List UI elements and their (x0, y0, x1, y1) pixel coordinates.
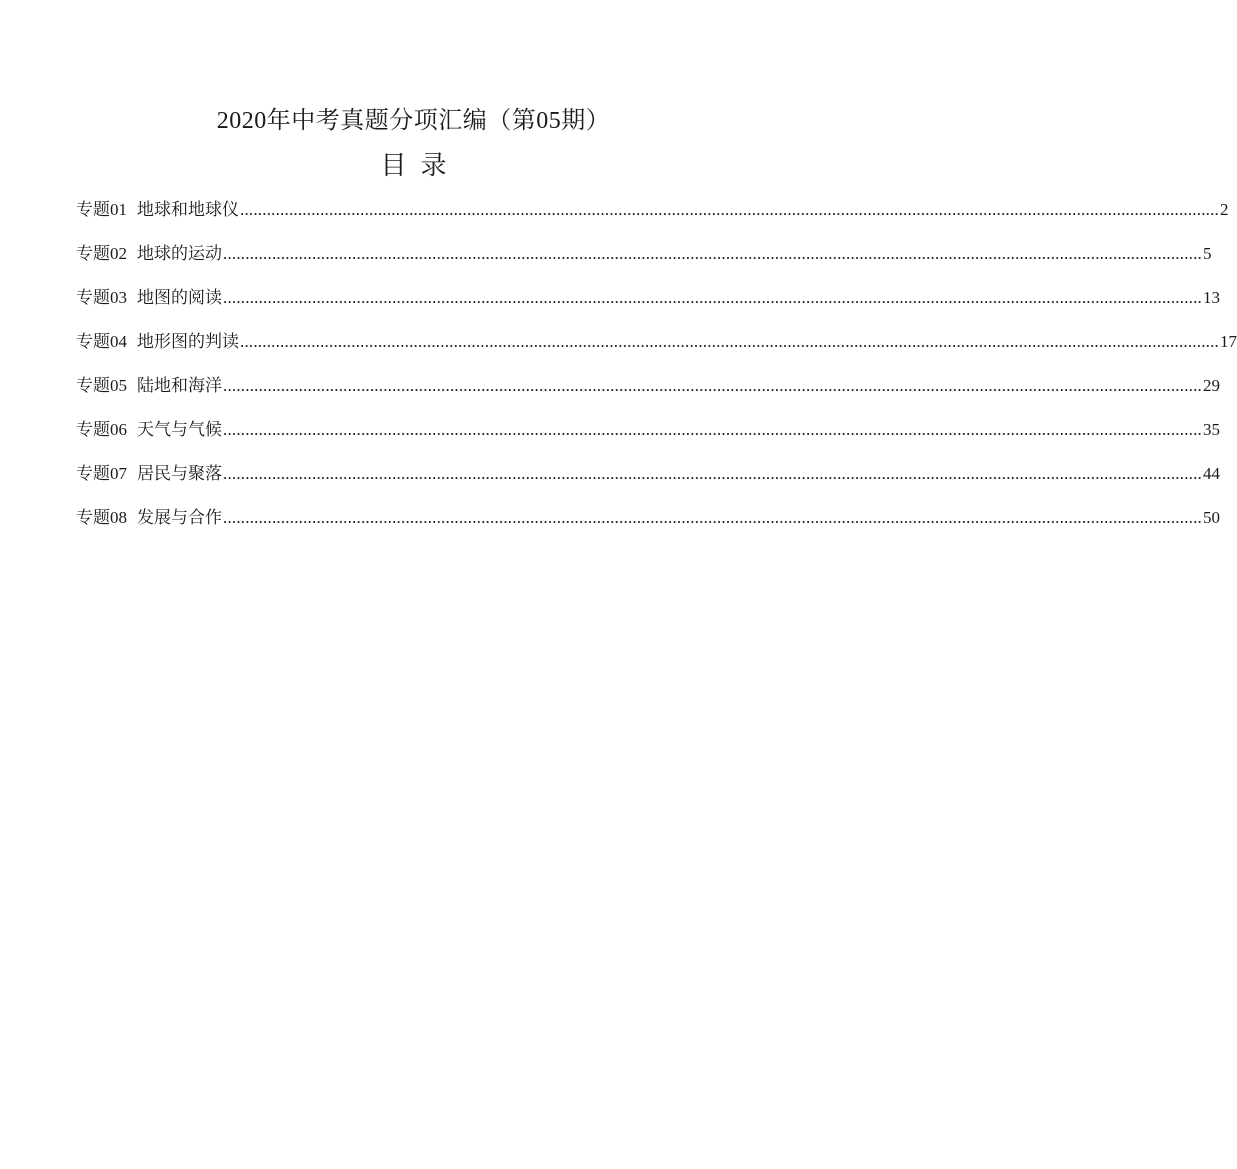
toc-entry-title: 天气与气候 (137, 420, 222, 439)
toc-dot-leader: ............................................................................................................................................................................................................................ (240, 332, 1219, 351)
toc-heading (0, 148, 827, 184)
toc-heading-char: 目 (380, 151, 407, 181)
toc-entry-title: 地图的阅读 (137, 288, 222, 307)
toc-heading-char: 录 (420, 151, 447, 181)
toc-entry-number: 专题07 (76, 464, 127, 483)
toc-entry[interactable] (76, 416, 1220, 460)
toc-entry[interactable] (76, 196, 1229, 240)
toc-entry-page: 44 (1203, 464, 1220, 483)
toc-entry-number: 专题04 (76, 332, 127, 351)
toc-entry-page: 17 (1220, 332, 1237, 351)
toc-entry[interactable] (76, 504, 1220, 548)
toc-dot-leader: ............................................................................................................................................................................................................................ (223, 420, 1202, 439)
toc-entry[interactable] (76, 328, 1237, 372)
toc-entry-title: 发展与合作 (137, 508, 222, 527)
toc-entry-title: 地球的运动 (137, 244, 222, 263)
toc-entry-page: 2 (1220, 200, 1229, 219)
toc-dot-leader: ............................................................................................................................................................................................................................ (240, 200, 1219, 219)
toc-dot-leader: ............................................................................................................................................................................................................................ (223, 464, 1202, 483)
toc-entry-title: 地形图的判读 (137, 332, 239, 351)
toc-dot-leader: ............................................................................................................................................................................................................................ (223, 288, 1202, 307)
toc-entry-number: 专题05 (76, 376, 127, 395)
toc-entry-number: 专题06 (76, 420, 127, 439)
toc-dot-leader: ............................................................................................................................................................................................................................ (223, 508, 1202, 527)
document-title: 2020年中考真题分项汇编（第05期） (216, 108, 611, 134)
toc-entry-page: 5 (1203, 244, 1212, 263)
toc-dot-leader: ............................................................................................................................................................................................................................ (223, 376, 1202, 395)
toc-entry[interactable] (76, 240, 1212, 284)
toc-entry-page: 35 (1203, 420, 1220, 439)
toc-entry-number: 专题02 (76, 244, 127, 263)
toc-entry-title: 陆地和海洋 (137, 376, 222, 395)
toc-entry-number: 专题01 (76, 200, 127, 219)
toc-dot-leader: ............................................................................................................................................................................................................................ (223, 244, 1202, 263)
toc-entry[interactable] (76, 372, 1220, 416)
toc-entry-page: 50 (1203, 508, 1220, 527)
toc-entry[interactable] (76, 284, 1220, 328)
toc-entry-page: 29 (1203, 376, 1220, 395)
toc-entry-title: 地球和地球仪 (137, 200, 239, 219)
table-of-contents (76, 196, 1237, 548)
toc-entry-number: 专题08 (76, 508, 127, 527)
toc-entry[interactable] (76, 460, 1220, 504)
toc-entry-number: 专题03 (76, 288, 127, 307)
toc-entry-page: 13 (1203, 288, 1220, 307)
toc-entry-title: 居民与聚落 (137, 464, 222, 483)
